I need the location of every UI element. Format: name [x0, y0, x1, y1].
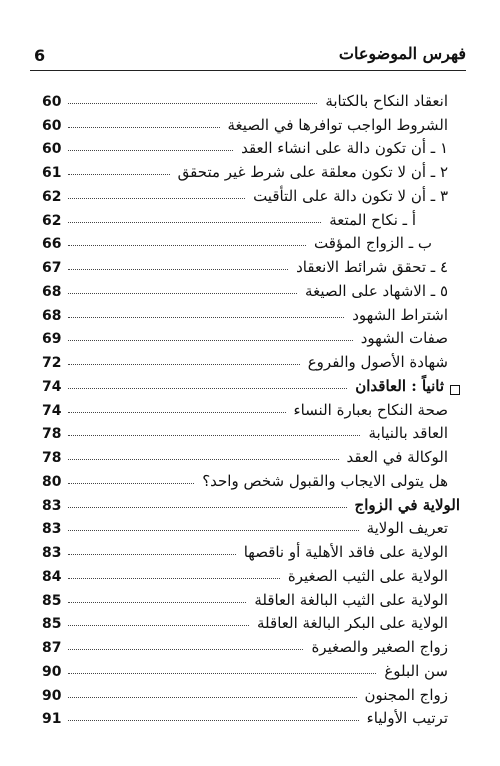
toc-entry: [42, 252, 460, 276]
dot-leader: [68, 602, 246, 603]
toc-entry-page: 74: [42, 378, 62, 395]
dot-leader: [68, 245, 306, 246]
toc-entry: [42, 632, 460, 656]
toc-entry-title: ١ ـ أن تكون دالة على انشاء العقد: [241, 139, 448, 158]
dot-leader: [68, 364, 300, 365]
toc-entry-title: زواج الصغير والصغيرة: [311, 638, 448, 656]
toc-entry-page: 90: [42, 663, 62, 680]
toc-entry-page: 68: [42, 283, 62, 300]
dot-leader: [68, 222, 321, 223]
dot-leader: [68, 507, 347, 508]
dot-leader: [68, 625, 249, 626]
toc-entry-page: 72: [42, 355, 62, 371]
toc-entry-title: صحة النكاح بعبارة النساء: [293, 400, 448, 419]
toc-entry: [42, 680, 460, 704]
toc-entry-page: 67: [42, 260, 62, 276]
toc-entry-page: 78: [42, 426, 62, 443]
toc-entry: [42, 347, 460, 371]
toc-entry: [42, 442, 460, 466]
toc-entry-page: 62: [42, 188, 62, 205]
toc-entry: [42, 537, 460, 561]
toc-entry-page: 83: [42, 545, 62, 561]
toc-entry-page: 60: [42, 93, 62, 110]
toc-entry-page: 61: [42, 165, 62, 181]
running-title: فهرس الموضوعات: [338, 44, 466, 63]
dot-leader: [68, 412, 286, 413]
toc-entry-page: 85: [42, 616, 62, 633]
toc-entry: [42, 157, 460, 181]
toc-entry-title: الوكالة في العقد: [346, 448, 448, 466]
toc-entry-page: 90: [42, 687, 62, 704]
toc-entry-title: أ ـ نكاح المتعة: [329, 210, 416, 229]
dot-leader: [68, 340, 353, 341]
toc-entry-title: ب ـ الزواج المؤقت: [314, 234, 432, 253]
toc-entry-title: ٥ ـ الاشهاد على الصيغة: [305, 281, 448, 300]
toc-entry-page: 60: [42, 117, 62, 134]
page-number: 6: [34, 46, 46, 65]
toc-entry-title: اشتراط الشهود: [352, 305, 448, 324]
toc-entry-title: ٣ ـ أن لا تكون دالة على التأقيت: [253, 186, 448, 205]
toc-entry-page: 85: [42, 592, 62, 609]
dot-leader: [68, 150, 233, 151]
toc-entry: [42, 395, 460, 419]
toc-entry-title: الشروط الواجب توافرها في الصيغة: [227, 115, 448, 134]
dot-leader: [68, 483, 194, 484]
toc-entry-title: سن البلوغ: [384, 661, 448, 680]
toc-entry-title: هل يتولى الايجاب والقبول شخص واحد؟: [202, 471, 448, 490]
toc-entry: [42, 181, 460, 205]
toc-entry-title: الولاية على البكر البالغة العاقلة: [257, 614, 448, 633]
toc-entry-title: انعقاد النكاح بالكتابة: [325, 91, 448, 110]
dot-leader: [68, 174, 170, 175]
toc-entry-page: 80: [42, 473, 62, 490]
dot-leader: [68, 459, 339, 460]
toc-entry-page: 62: [42, 212, 62, 229]
dot-leader: [68, 649, 303, 650]
toc-entry: [42, 704, 460, 728]
toc-entry-title: ٤ ـ تحقق شرائط الانعقاد: [296, 258, 448, 276]
toc-entry: [42, 419, 460, 443]
dot-leader: [68, 293, 297, 294]
toc-entry-page: 87: [42, 640, 62, 656]
dot-leader: [68, 554, 236, 555]
toc-entry-page: 91: [42, 711, 62, 728]
toc-entry-title: صفات الشهود: [360, 329, 448, 348]
dot-leader: [68, 269, 288, 270]
toc-entry-page: 78: [42, 450, 62, 466]
page-header: [30, 44, 466, 71]
toc-entry: [42, 229, 460, 253]
toc-entry: [42, 466, 460, 490]
toc-entry: [42, 561, 460, 585]
dot-leader: [68, 720, 359, 721]
toc-entry-title: الولاية على الثيب البالغة العاقلة: [254, 590, 448, 609]
toc-entry: [42, 371, 460, 395]
toc-entry-title: شهادة الأصول والفروع: [307, 353, 448, 371]
toc-entry-page: 66: [42, 236, 62, 253]
toc-entry-page: 69: [42, 331, 62, 348]
toc-entry: [42, 110, 460, 134]
dot-leader: [68, 673, 376, 674]
toc-entry: [42, 86, 460, 110]
toc-entry-title: الولاية على الثيب الصغيرة: [287, 566, 448, 585]
toc-entry-title: ترتيب الأولياء: [366, 709, 448, 728]
toc-entry: [42, 656, 460, 680]
dot-leader: [68, 388, 347, 389]
toc-entry-title: الولاية في الزواج: [354, 495, 460, 514]
dot-leader: [68, 578, 280, 579]
square-bullet-icon: [450, 385, 460, 395]
toc-entry-page: 74: [42, 402, 62, 419]
table-of-contents: [42, 86, 460, 727]
dot-leader: [68, 317, 344, 318]
dot-leader: [68, 103, 317, 104]
toc-entry: [42, 276, 460, 300]
dot-leader: [68, 530, 359, 531]
toc-entry: [42, 585, 460, 609]
toc-entry: [42, 609, 460, 633]
toc-entry: [42, 300, 460, 324]
toc-entry-page: 83: [42, 521, 62, 538]
dot-leader: [68, 435, 360, 436]
toc-entry: [42, 490, 460, 514]
toc-entry-title: ٢ ـ أن لا تكون معلقة على شرط غير متحقق: [177, 163, 448, 181]
toc-entry-title: الولاية على فاقد الأهلية أو ناقصها: [243, 543, 448, 561]
toc-entry-page: 83: [42, 497, 62, 514]
toc-entry: [42, 324, 460, 348]
toc-entry: [42, 205, 460, 229]
dot-leader: [68, 127, 220, 128]
toc-entry-title: ثانياً : العاقدان: [355, 376, 444, 395]
toc-entry-title: العاقد بالنيابة: [368, 424, 448, 443]
dot-leader: [68, 697, 357, 698]
dot-leader: [68, 198, 245, 199]
toc-entry: [42, 514, 460, 538]
toc-entry-title: زواج المجنون: [364, 685, 448, 704]
toc-entry-page: 68: [42, 307, 62, 324]
toc-entry-page: 60: [42, 141, 62, 158]
toc-entry-title: تعريف الولاية: [366, 519, 448, 538]
toc-entry-page: 84: [42, 568, 62, 585]
toc-entry: [42, 134, 460, 158]
